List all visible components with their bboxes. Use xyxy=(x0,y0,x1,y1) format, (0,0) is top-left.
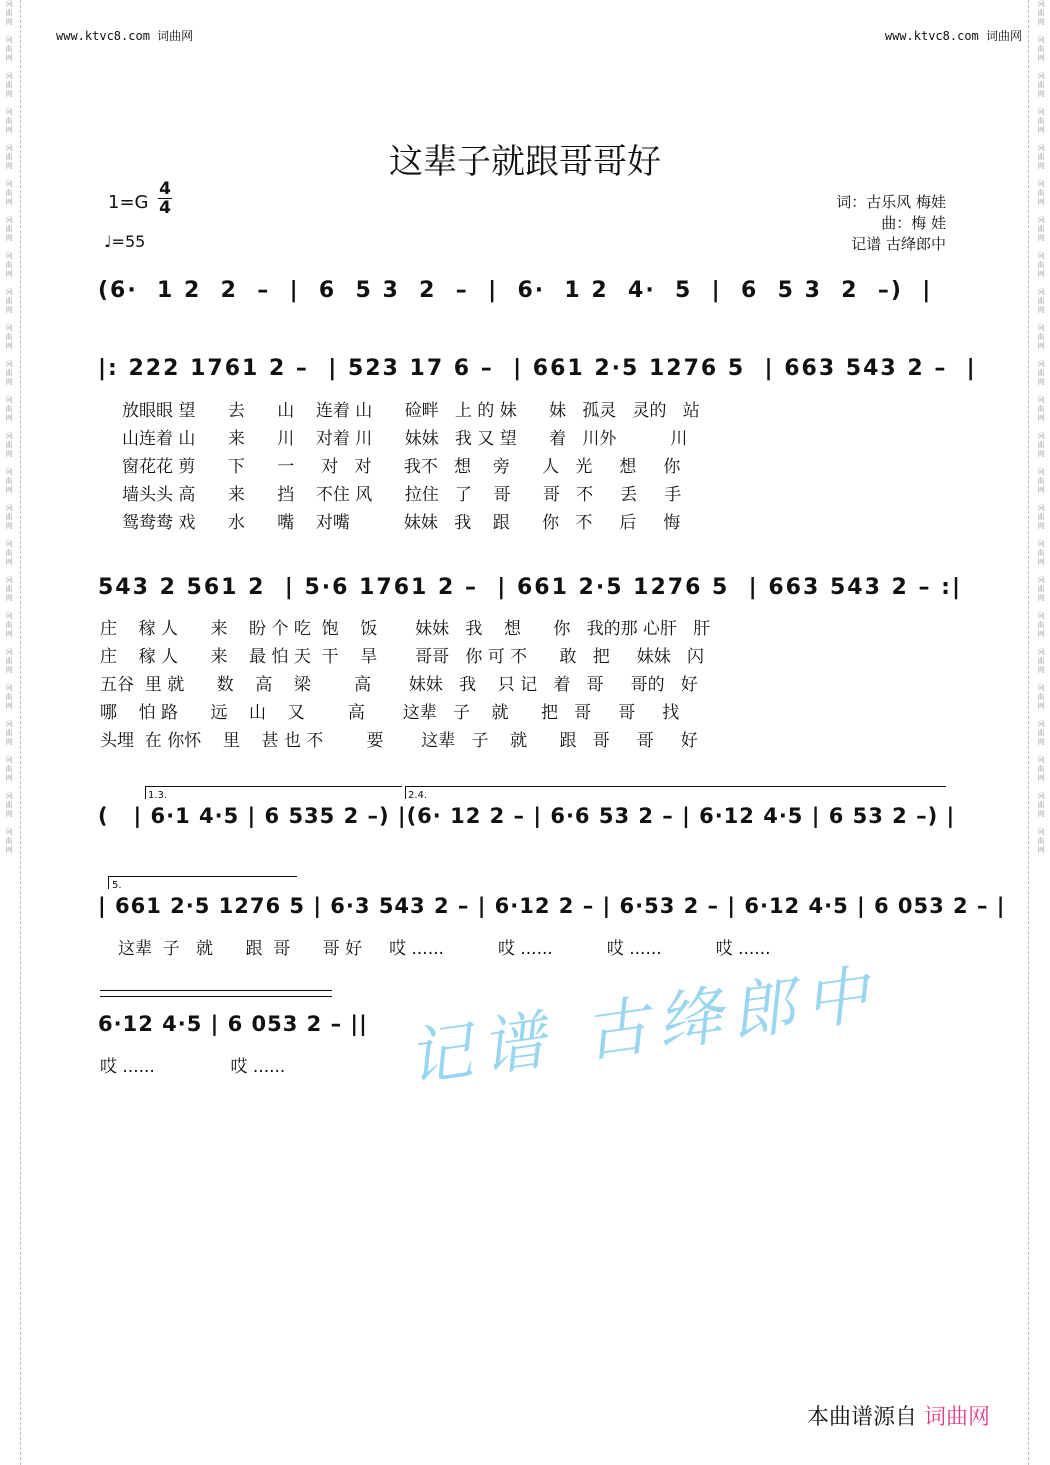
lyric-line: 窗花花 剪 下 一 对 对 我不 想 旁 人 光 想 你 xyxy=(122,457,681,477)
meter-top: 4 xyxy=(159,179,171,199)
volta-bracket-1-3 xyxy=(145,786,402,799)
tempo-marking: ♩=55 xyxy=(104,232,146,251)
right-edge-line xyxy=(1028,0,1029,1465)
key-signature: 1=G xyxy=(108,192,149,213)
volta-label-1-3: 1.3. xyxy=(148,790,168,801)
lyric-line: 头埋 在 你怀 里 甚 也 不 要 这辈 子 就 跟 哥 哥 好 xyxy=(100,731,698,751)
notation-row-verse-1: |: 222 1761 2 – | 523 17 6 – | 661 2·5 1276 5 | 663 543 2 – | xyxy=(98,356,977,381)
lyric-line-coda: 这辈 子 就 跟 哥 哥 好 哎 ...... 哎 ...... 哎 ...... 哎 ...... xyxy=(118,939,771,959)
footer-brand-link[interactable]: 词曲网 xyxy=(923,1405,990,1430)
lyric-line: 五谷 里 就 数 高 梁 高 妹妹 我 只 记 着 哥 哥的 好 xyxy=(100,675,698,695)
notation-row-coda: | 661 2·5 1276 5 | 6·3 543 2 – | 6·12 2 – | 6·53 2 – | 6·12 4·5 | 6 053 2 – | xyxy=(98,894,1006,918)
lyric-line: 墙头头 高 来 挡 不住 风 拉住 了 哥 哥 不 丢 手 xyxy=(122,485,682,505)
left-edge-line xyxy=(20,0,21,1465)
lyric-line: 哪 怕 路 远 山 又 高 这辈 子 就 把 哥 哥 找 xyxy=(100,703,680,723)
transcriber: 记谱 古绛郎中 xyxy=(851,235,946,253)
lyric-line: 放眼眼 望 去 山 连着 山 硷畔 上 的 妹 妹 孤灵 灵的 站 xyxy=(122,401,700,421)
composer: 曲：梅 娃 xyxy=(881,214,946,232)
site-url-right[interactable]: www.ktvc8.com 词曲网 xyxy=(884,29,1022,43)
lyric-line: 庄 稼 人 来 盼 个 吃 饱 饭 妹妹 我 想 你 我的那 心肝 肝 xyxy=(100,619,711,639)
notation-row-endings: ( | 6·1 4·5 | 6 535 2 –) |(6· 12 2 – | 6·6 53 2 – | 6·12 4·5 | 6 53 2 –) | xyxy=(98,804,956,828)
notation-row-verse-2: 543 2 561 2 | 5·6 1761 2 – | 661 2·5 1276 5 | 663 543 2 – :| xyxy=(98,575,962,600)
handwritten-signature: 记谱 古绛郎中 xyxy=(402,957,884,1097)
notation-row-final: 6·12 4·5 | 6 053 2 – || xyxy=(98,1012,368,1036)
right-edge-watermark: 词 曲 网 词 曲 网 词 曲 网 词 曲 网 词 曲 网 词 曲 网 词 曲 网 词 曲 网 词 曲 网 词 曲 网 词 曲 网 词 曲 网 词 曲 网 词 曲 网 词 曲 网 词 曲 网 词 曲 网 词 曲 网 词 曲 网 词 曲 网 词 曲 网 词 曲 网 词 曲 网 词 曲 网 xyxy=(1037,0,1045,854)
volta-bracket-2-4 xyxy=(405,786,946,799)
meter-bottom: 4 xyxy=(159,198,171,218)
notation-row-intro: (6· 1 2 2 – | 6 5 3 2 – | 6· 1 2 4· 5 | 6 5 3 2 –) | xyxy=(98,278,933,303)
fine-line-lower xyxy=(100,996,332,997)
left-edge-watermark: 词 曲 网 词 曲 网 词 曲 网 词 曲 网 词 曲 网 词 曲 网 词 曲 网 词 曲 网 词 曲 网 词 曲 网 词 曲 网 词 曲 网 词 曲 网 词 曲 网 词 曲 网 词 曲 网 词 曲 网 词 曲 网 词 曲 网 词 曲 网 词 曲 网 词 曲 网 词 曲 网 词 曲 网 xyxy=(5,0,13,854)
lyric-line-final: 哎 ...... 哎 ...... xyxy=(100,1057,286,1077)
song-title: 这辈子就跟哥哥好 xyxy=(389,142,661,182)
footer-prefix: 本曲谱源自 xyxy=(806,1405,917,1430)
volta-label-2-4: 2.4. xyxy=(408,790,428,801)
lyric-line: 山连着 山 来 川 对着 川 妹妹 我 又 望 着 川外 川 xyxy=(122,429,688,449)
fine-line-upper xyxy=(100,990,332,991)
source-footer xyxy=(807,1400,990,1431)
site-url-left[interactable]: www.ktvc8.com 词曲网 xyxy=(56,29,194,43)
volta-bracket-5 xyxy=(108,876,297,889)
lyric-line: 庄 稼 人 来 最 怕 天 干 旱 哥哥 你 可 不 敢 把 妹妹 闪 xyxy=(100,647,704,667)
volta-label-5: 5. xyxy=(112,880,122,891)
lyricist: 词：古乐风 梅娃 xyxy=(836,193,946,211)
credits xyxy=(836,192,946,255)
time-signature xyxy=(158,180,172,217)
lyric-line: 鸳鸯鸯 戏 水 嘴 对嘴 妹妹 我 跟 你 不 后 悔 xyxy=(122,513,681,533)
